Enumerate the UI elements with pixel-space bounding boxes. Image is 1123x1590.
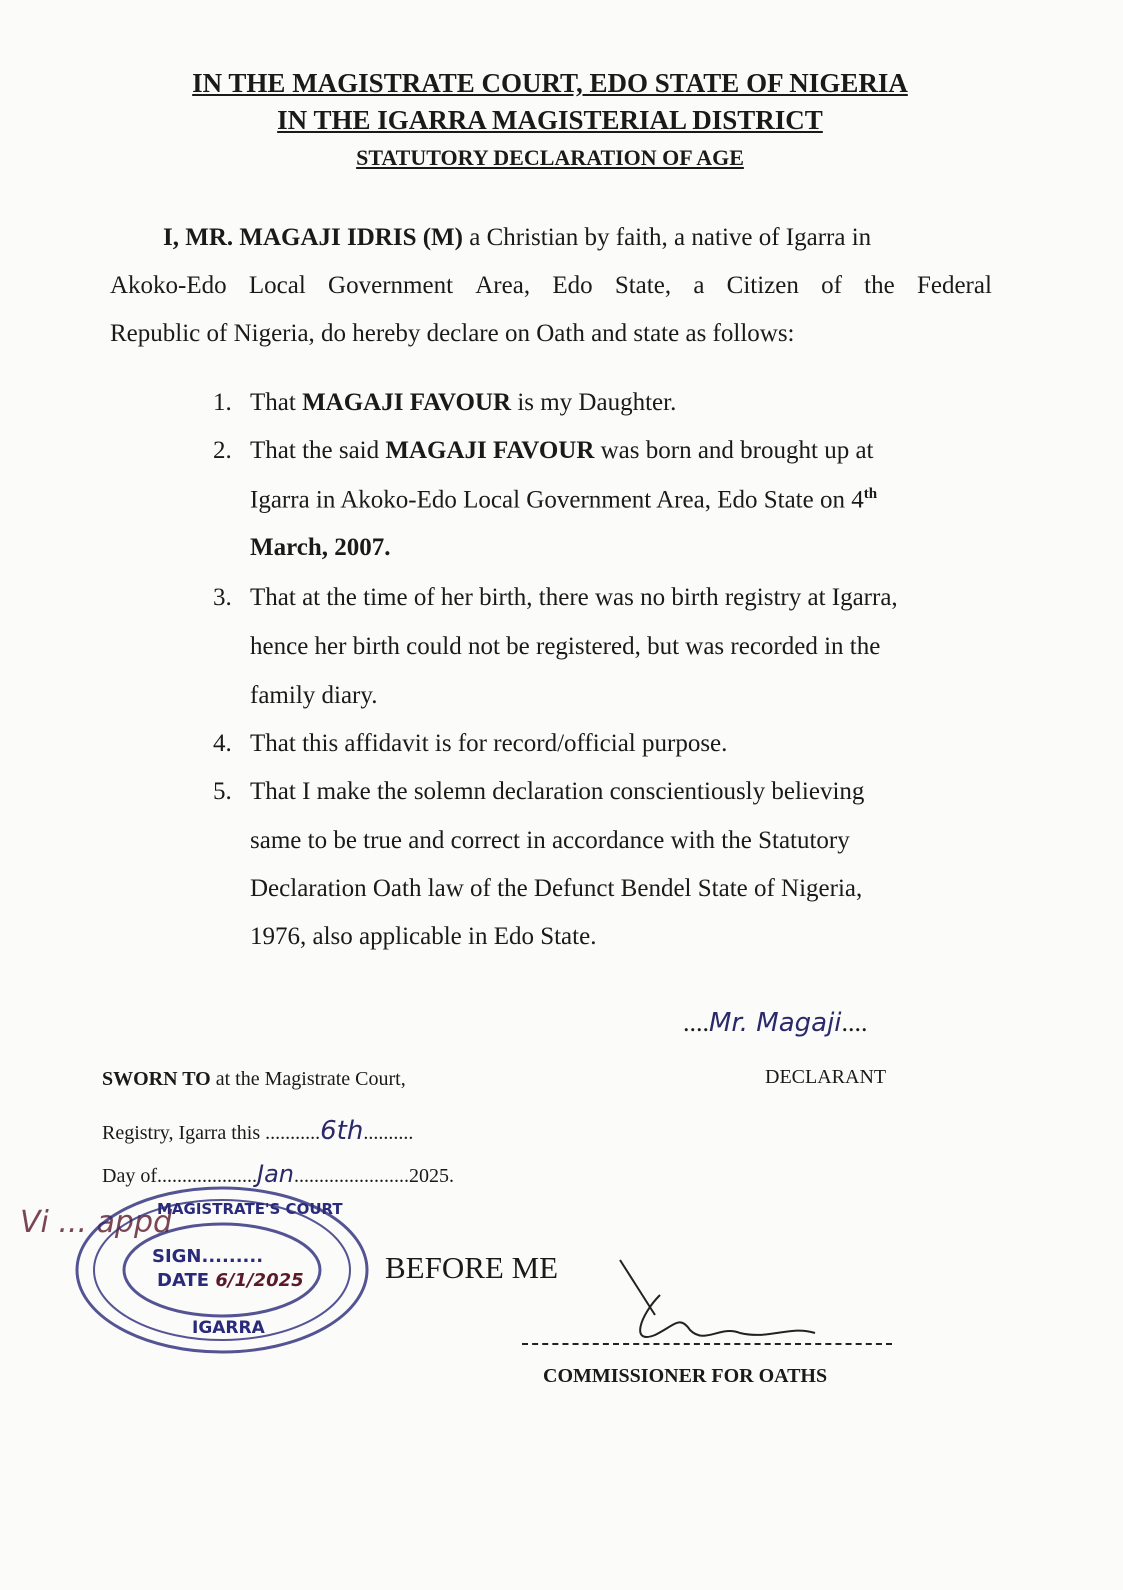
list-item-line: same to be true and correct in accordance with the Statutory: [250, 827, 850, 854]
list-item-line: Igarra in Akoko-Edo Local Government Area, Edo State on 4th: [250, 486, 878, 514]
declarant-name: I, MR. MAGAJI IDRIS (M): [163, 224, 463, 251]
handwritten-note: Vi ... appd: [20, 1205, 173, 1240]
item-number: 1.: [213, 389, 232, 416]
handwritten-day: 6th: [320, 1116, 364, 1146]
document-title: STATUTORY DECLARATION OF AGE: [356, 145, 744, 170]
signature-line: [522, 1343, 892, 1345]
handwritten-month: Jan: [256, 1160, 294, 1188]
list-item-line: hence her birth could not be registered, but was recorded in the: [250, 633, 881, 660]
list-item: That this affidavit is for record/official purpose.: [250, 730, 728, 757]
declarant-signature: ....Mr. Magaji....: [683, 1008, 868, 1038]
court-title: IN THE MAGISTRATE COURT, EDO STATE OF NIGERIA: [192, 68, 908, 98]
before-me: BEFORE ME: [385, 1250, 559, 1285]
list-item: That I make the solemn declaration conscientiously believing: [250, 778, 865, 805]
sworn-line-2: Registry, Igarra this ...........6th..........: [102, 1116, 414, 1146]
item-number: 2.: [213, 437, 232, 464]
intro-line-3: Republic of Nigeria, do hereby declare on Oath and state as follows:: [110, 320, 795, 347]
sworn-line-3: Day of....................Jan.......................2025.: [102, 1160, 454, 1188]
birth-date: March, 2007.: [250, 534, 391, 561]
item-number: 4.: [213, 730, 232, 757]
item-number: 5.: [213, 778, 232, 805]
list-item-line: family diary.: [250, 682, 378, 709]
intro-line-2: Akoko-Edo Local Government Area, Edo State, a Citizen of the Federal: [110, 272, 992, 299]
commissioner-signature: [600, 1255, 830, 1355]
declarant-label: DECLARANT: [765, 1066, 887, 1088]
intro-line-1: I, MR. MAGAJI IDRIS (M) a Christian by faith, a native of Igarra in: [163, 224, 872, 251]
commissioner-label: COMMISSIONER FOR OATHS: [543, 1365, 828, 1387]
list-item: That at the time of her birth, there was no birth registry at Igarra,: [250, 584, 898, 611]
item-number: 3.: [213, 584, 232, 611]
list-item-line: Declaration Oath law of the Defunct Bendel State of Nigeria,: [250, 875, 863, 902]
court-stamp: MAGISTRATE'S COURT SIGN......... DATE 6/1/2025 IGARRA: [72, 1178, 377, 1363]
list-item: That the said MAGAJI FAVOUR was born and brought up at: [250, 437, 874, 464]
district-title: IN THE IGARRA MAGISTERIAL DISTRICT: [277, 105, 823, 135]
sworn-line-1: SWORN TO at the Magistrate Court,: [102, 1068, 406, 1090]
list-item-line: 1976, also applicable in Edo State.: [250, 923, 597, 950]
list-item: That MAGAJI FAVOUR is my Daughter.: [250, 389, 677, 416]
